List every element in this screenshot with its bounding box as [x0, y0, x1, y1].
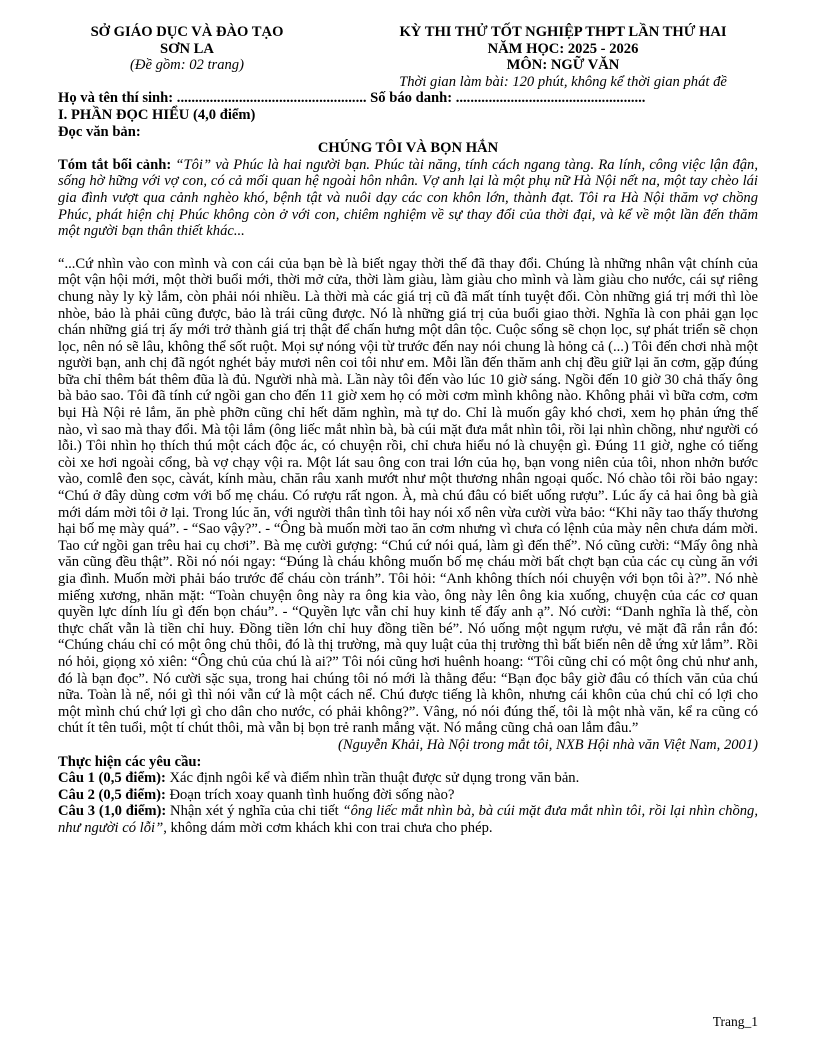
page-count-note: (Đề gồm: 02 trang) [130, 57, 244, 74]
context-body: “Tôi” và Phúc là hai người bạn. Phúc tài năng, tính cách ngang tàng. Ra lính, công việc lận đận, sống hờ hững với vợ con, có cả mối quan hệ ngoài hôn nhân. Vợ anh lại là một phụ nữ Hà Nội nết na, một tay chèo lái gia đình vượt qua cảnh nghèo khó, bệnh tật và nuôi dạy các con khôn lớn, thành đạt. Tôi ra Hà Nội thăm vợ chồng Phúc, phát hiện chị Phúc không còn ở với con, chiêm nghiệm về sự thay đổi của thời đại, và kể về một lần đến thăm một người bạn thân thiết khác... [58, 156, 759, 240]
school-year: NĂM HỌC: 2025 - 2026 [487, 40, 639, 57]
reading-passage: “...Cứ nhìn vào con mình và con cái của bạn bè là biết ngay thời thế đã thay đổi. Chúng là những nhân vật chính của một vận hội mới, một thời buổi mới, thời mở cửa, thời làm giàu, làm giàu cho mình và làm giàu cho nước, cái sự riêng chung này ly kỳ lắm, còn phải nói nhiều. Là thời mà các giá trị cũ đã mất tính tuyệt đối. Còn những giá trị mới thì lòe nhòe, bảo là phải cũng được, bảo là trái cũng được. Nó là những giá trị của buổi giao thời. Nghĩa là con phải gạn lọc chán những giá trị ấy mới trở thành giá trị thật để chấn hưng một dân tộc. Cuộc sống sẽ chọn lọc, sự phát triển sẽ chọn lọc, nên nó sẽ lâu, không thể sốt ruột. Mọi sự nóng vội từ trước đến nay nói chung là hỏng cả (...) Tôi đến chơi nhà một người bạn, anh chị đã ngót nghét bảy mươi nên coi tôi như em. Mỗi lần đến thăm anh chị đều giữ lại ăn cơm, gặp đúng bữa chỉ thêm bát thêm đũa là đủ. Người nhà mà. Lần này tôi đến vào lúc 10 giờ sáng. Ngồi đến 10 giờ 30 chả thấy ông bà bảo sao. Tôi đã tính cứ ngồi gan cho đến 11 giờ xem họ có mời cơm mình không nào. Không phải vì bữa cơm, cơm bụi Hà Nội rẻ lắm, ăn phè phỡn cũng chỉ hết dăm nghìn, mà tự do. Chỉ là muốn gây khó chơi, xem họ phản ứng thế nào, vì sao mà thay đổi. Mà tội lắm (ông liếc mắt nhìn bà, bà cúi mặt đưa mắt nhìn tôi, rồi lại nhìn chồng, như người có lỗi.) Tôi nhìn họ thích thú một cách độc ác, có chuyện rồi, chỉ chưa hiểu nó là chuyện gì. Đúng 11 giờ, nghe có tiếng còi xe hơi ngoài cổng, bà vợ chạy vội ra. Một lát sau ông con trai lớn của họ, bạn vong niên của tôi, nhon nhởn bước vào, comlê đen sọc, càvát, kính màu, chăn râu xanh mướt như một thương nhân ngoại quốc. Nó chào tôi rồi bảo ngay: “Chú ở đây dùng cơm với bố mẹ cháu. Có rượu rất ngon. À, mà chú đâu có biết uống rượu”. Lúc ấy cả hai ông bà già mới dám mời tôi ở lại. Trong lúc ăn, với người thân tình tôi hay nói xổ nên vừa cười vừa bảo: “Khi nãy tao thấy thương hại bố mẹ mày quá”. - “Sao vậy?”. - “Ông bà muốn mời tao ăn cơm nhưng vì chưa có lệnh của mày nên chưa dám mời. Tao cứ ngồi gan trêu hai cụ chơi”. Bà mẹ cười gượng: “Chú cứ nói quá, làm gì đến thế”. Nó cũng cười: “Mấy ông nhà văn cũng đều thật”. Rồi nó nói ngay: “Đúng là cháu không muốn bố mẹ cháu mời bất chợt bạn của các cụ cùng ăn với gia đình. Muốn mời phải báo trước để cháu còn tránh”. Tôi hỏi: “Anh không thích nói chuyện với bọn tôi à?”. Nó nhè miếng xương, nhăn mặt: “Toàn chuyện ông này ra ông kia vào, ông này lên ông kia xuống, chuyện của các cơ quan quyền lực dính líu gì đến bọn cháu”. - “Quyền lực vẫn chỉ huy kinh tế đấy anh ạ”. Nó cười: “Danh nghĩa là thế, còn thực chất vẫn là tiền chỉ huy. Đồng tiền lớn chỉ huy đồng tiền bé”. Nó uống một ngụm rượu, vẻ mặt đã rắn rắn đó: “Chúng cháu chỉ có một ông chủ thôi, đó là thị trường, mà quy luật của thị trường thì bất biến nên dễ ứng xử lắm”. Rồi nó hỏi, giọng xỏ xiên: “Ông chủ của chú là ai?” Tôi nói cũng hơi huênh hoang: “Tôi cũng chỉ có một ông chủ như anh, đó là bạn đọc”. Nó cười sặc sụa, trong hai chúng tôi nó mới là thằng đểu: “Bạn đọc bây giờ đâu có thích văn của chú nữa. Toàn là nể, nói gì thì nói vẫn cứ là một cách nể. Chú được tiếng là khôn, nhưng cái khôn của chú chỉ có lợi cho một mình chú chứ lợi gì cho dân cho nước, có phải không?”. Vâng, nó nói đúng thế, tôi là một nhà văn, kể ra cũng có chút ít tên tuổi, một tí chút thôi, mà vẫn bị bọn trẻ ranh mắng vặt. Nó mắng cũng chả oan lắm đâu.” [58, 255, 758, 737]
province-name: SƠN LA [160, 40, 214, 57]
candidate-info-line: Họ và tên thí sinh: .................................................... Số báo danh: .................................................... [58, 90, 646, 107]
exam-title: KỲ THI THỬ TỐT NGHIỆP THPT LẦN THỨ HAI [399, 24, 727, 40]
question-label: Câu 3 (1,0 điểm): [58, 803, 167, 820]
subject: MÔN: NGỮ VĂN [506, 57, 620, 74]
page-number: Trang_1 [712, 1014, 758, 1029]
spacer [58, 240, 758, 256]
read-label: Đọc văn bản: [58, 123, 141, 140]
question-text: Đoạn trích xoay quanh tình huống đời sống nào? [165, 786, 455, 803]
question-text: Xác định ngôi kể và điểm nhìn trần thuật được sử dụng trong văn bản. [165, 770, 580, 787]
question-label: Câu 2 (0,5 điểm): [58, 786, 166, 803]
text-title: CHÚNG TÔI VÀ BỌN HẮN [317, 140, 499, 157]
section-title: I. PHẦN ĐỌC HIỂU (4,0 điểm) [58, 106, 256, 123]
question-3 [58, 803, 758, 836]
question-quote: “ông liếc mắt nhìn bà, bà cúi mặt đưa mắt nhìn tôi, rồi lại nhìn chồng, như người có lỗi” [58, 803, 759, 836]
question-text-end: , không dám mời cơm khách khi con trai chưa cho phép. [163, 819, 493, 836]
question-1 [58, 770, 758, 787]
question-2 [58, 787, 758, 804]
exam-header [58, 24, 758, 90]
context-label: Tóm tắt bối cảnh: [58, 156, 172, 173]
context-summary [58, 157, 758, 240]
department-name: SỞ GIÁO DỤC VÀ ĐÀO TẠO [90, 24, 284, 40]
passage-source: (Nguyễn Khải, Hà Nội trong mắt tôi, NXB Hội nhà văn Việt Nam, 2001) [338, 736, 758, 753]
tasks-heading: Thực hiện các yêu cầu: [58, 753, 202, 770]
time-note: Thời gian làm bài: 120 phút, không kể thời gian phát đề [399, 73, 727, 90]
question-label: Câu 1 (0,5 điểm): [58, 770, 166, 787]
header-left [58, 24, 316, 90]
question-text: Nhận xét ý nghĩa của chi tiết [166, 803, 343, 820]
header-right [368, 24, 758, 90]
